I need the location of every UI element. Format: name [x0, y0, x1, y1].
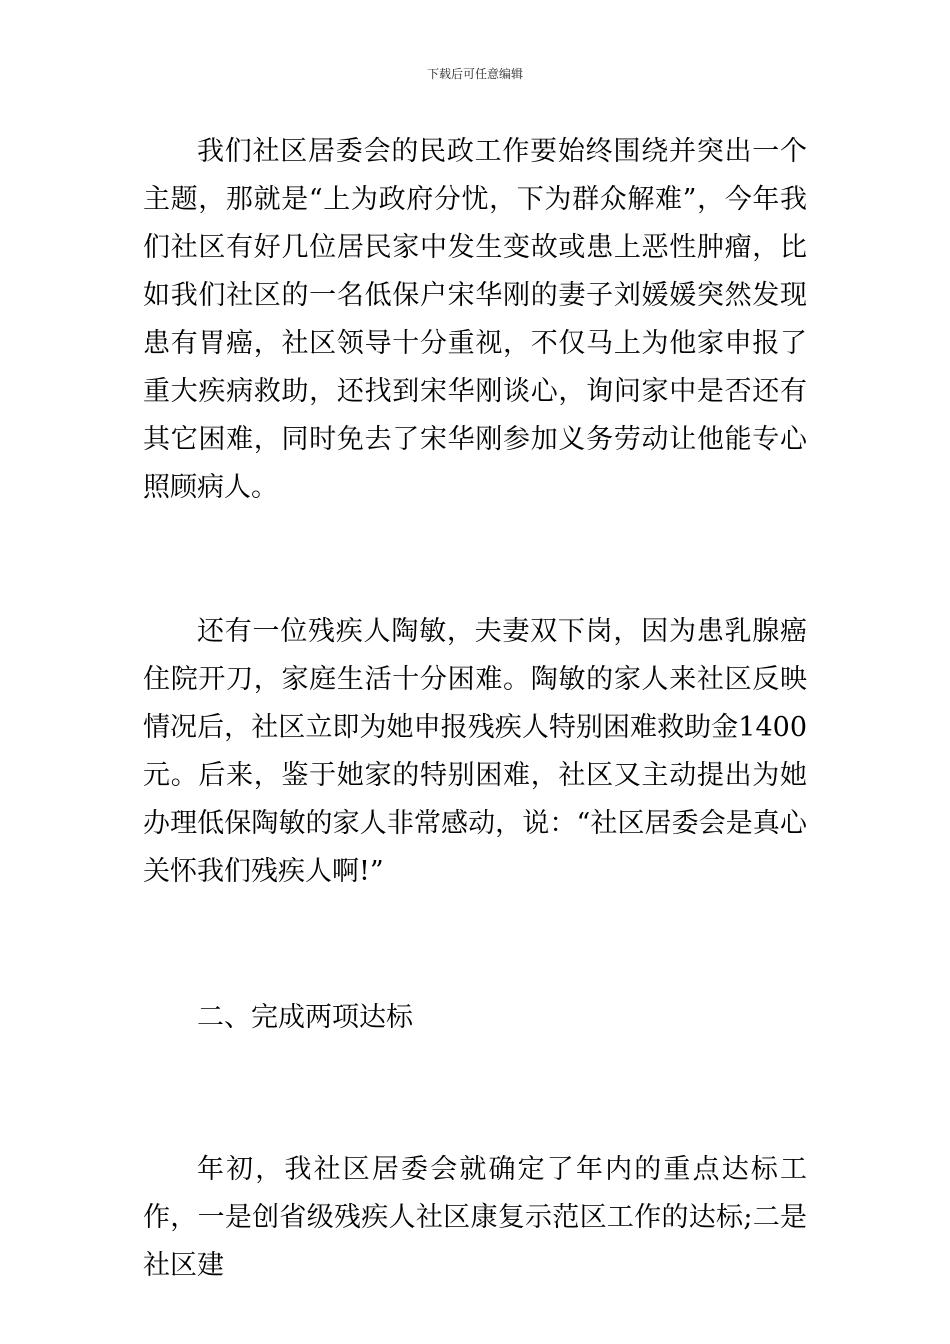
paragraph-disabled-resident: 还有一位残疾人陶敏，夫妻双下岗，因为患乳腺癌住院开刀，家庭生活十分困难。陶敏的家人来社区反映情况后，社区立即为她申报残疾人特别困难救助金1400元。后来，鉴于她家的特别困难，社区又主动提出为她办理低保陶敏的家人非常感动，说：“社区居委会是真心关怀我们残疾人啊!”: [143, 616, 807, 887]
page-header-note: 下载后可任意编辑: [426, 67, 523, 81]
paragraph-annual-goals: 年初，我社区居委会就确定了年内的重点达标工作，一是创省级残疾人社区康复示范区工作的达标;二是社区建: [143, 1154, 807, 1281]
paragraph-spacer: [143, 896, 807, 994]
paragraph-spacer: [143, 1042, 807, 1146]
paragraph-civil-affairs: 我们社区居委会的民政工作要始终围绕并突出一个主题，那就是“上为政府分忧，下为群众解难”，今年我们社区有好几位居民家中发生变故或患上恶性肿瘤，比如我们社区的一名低保户宋华刚的妻子刘媛媛突然发现患有胃癌，社区领导十分重视，不仅马上为他家申报了重大疾病救助，还找到宋华刚谈心，询问家中是否还有其它困难，同时免去了宋华刚参加义务劳动让他能专心照顾病人。: [143, 136, 807, 503]
section-heading: 二、完成两项达标: [197, 1002, 413, 1033]
document-body: [143, 128, 807, 1290]
paragraph-spacer: [143, 512, 807, 608]
